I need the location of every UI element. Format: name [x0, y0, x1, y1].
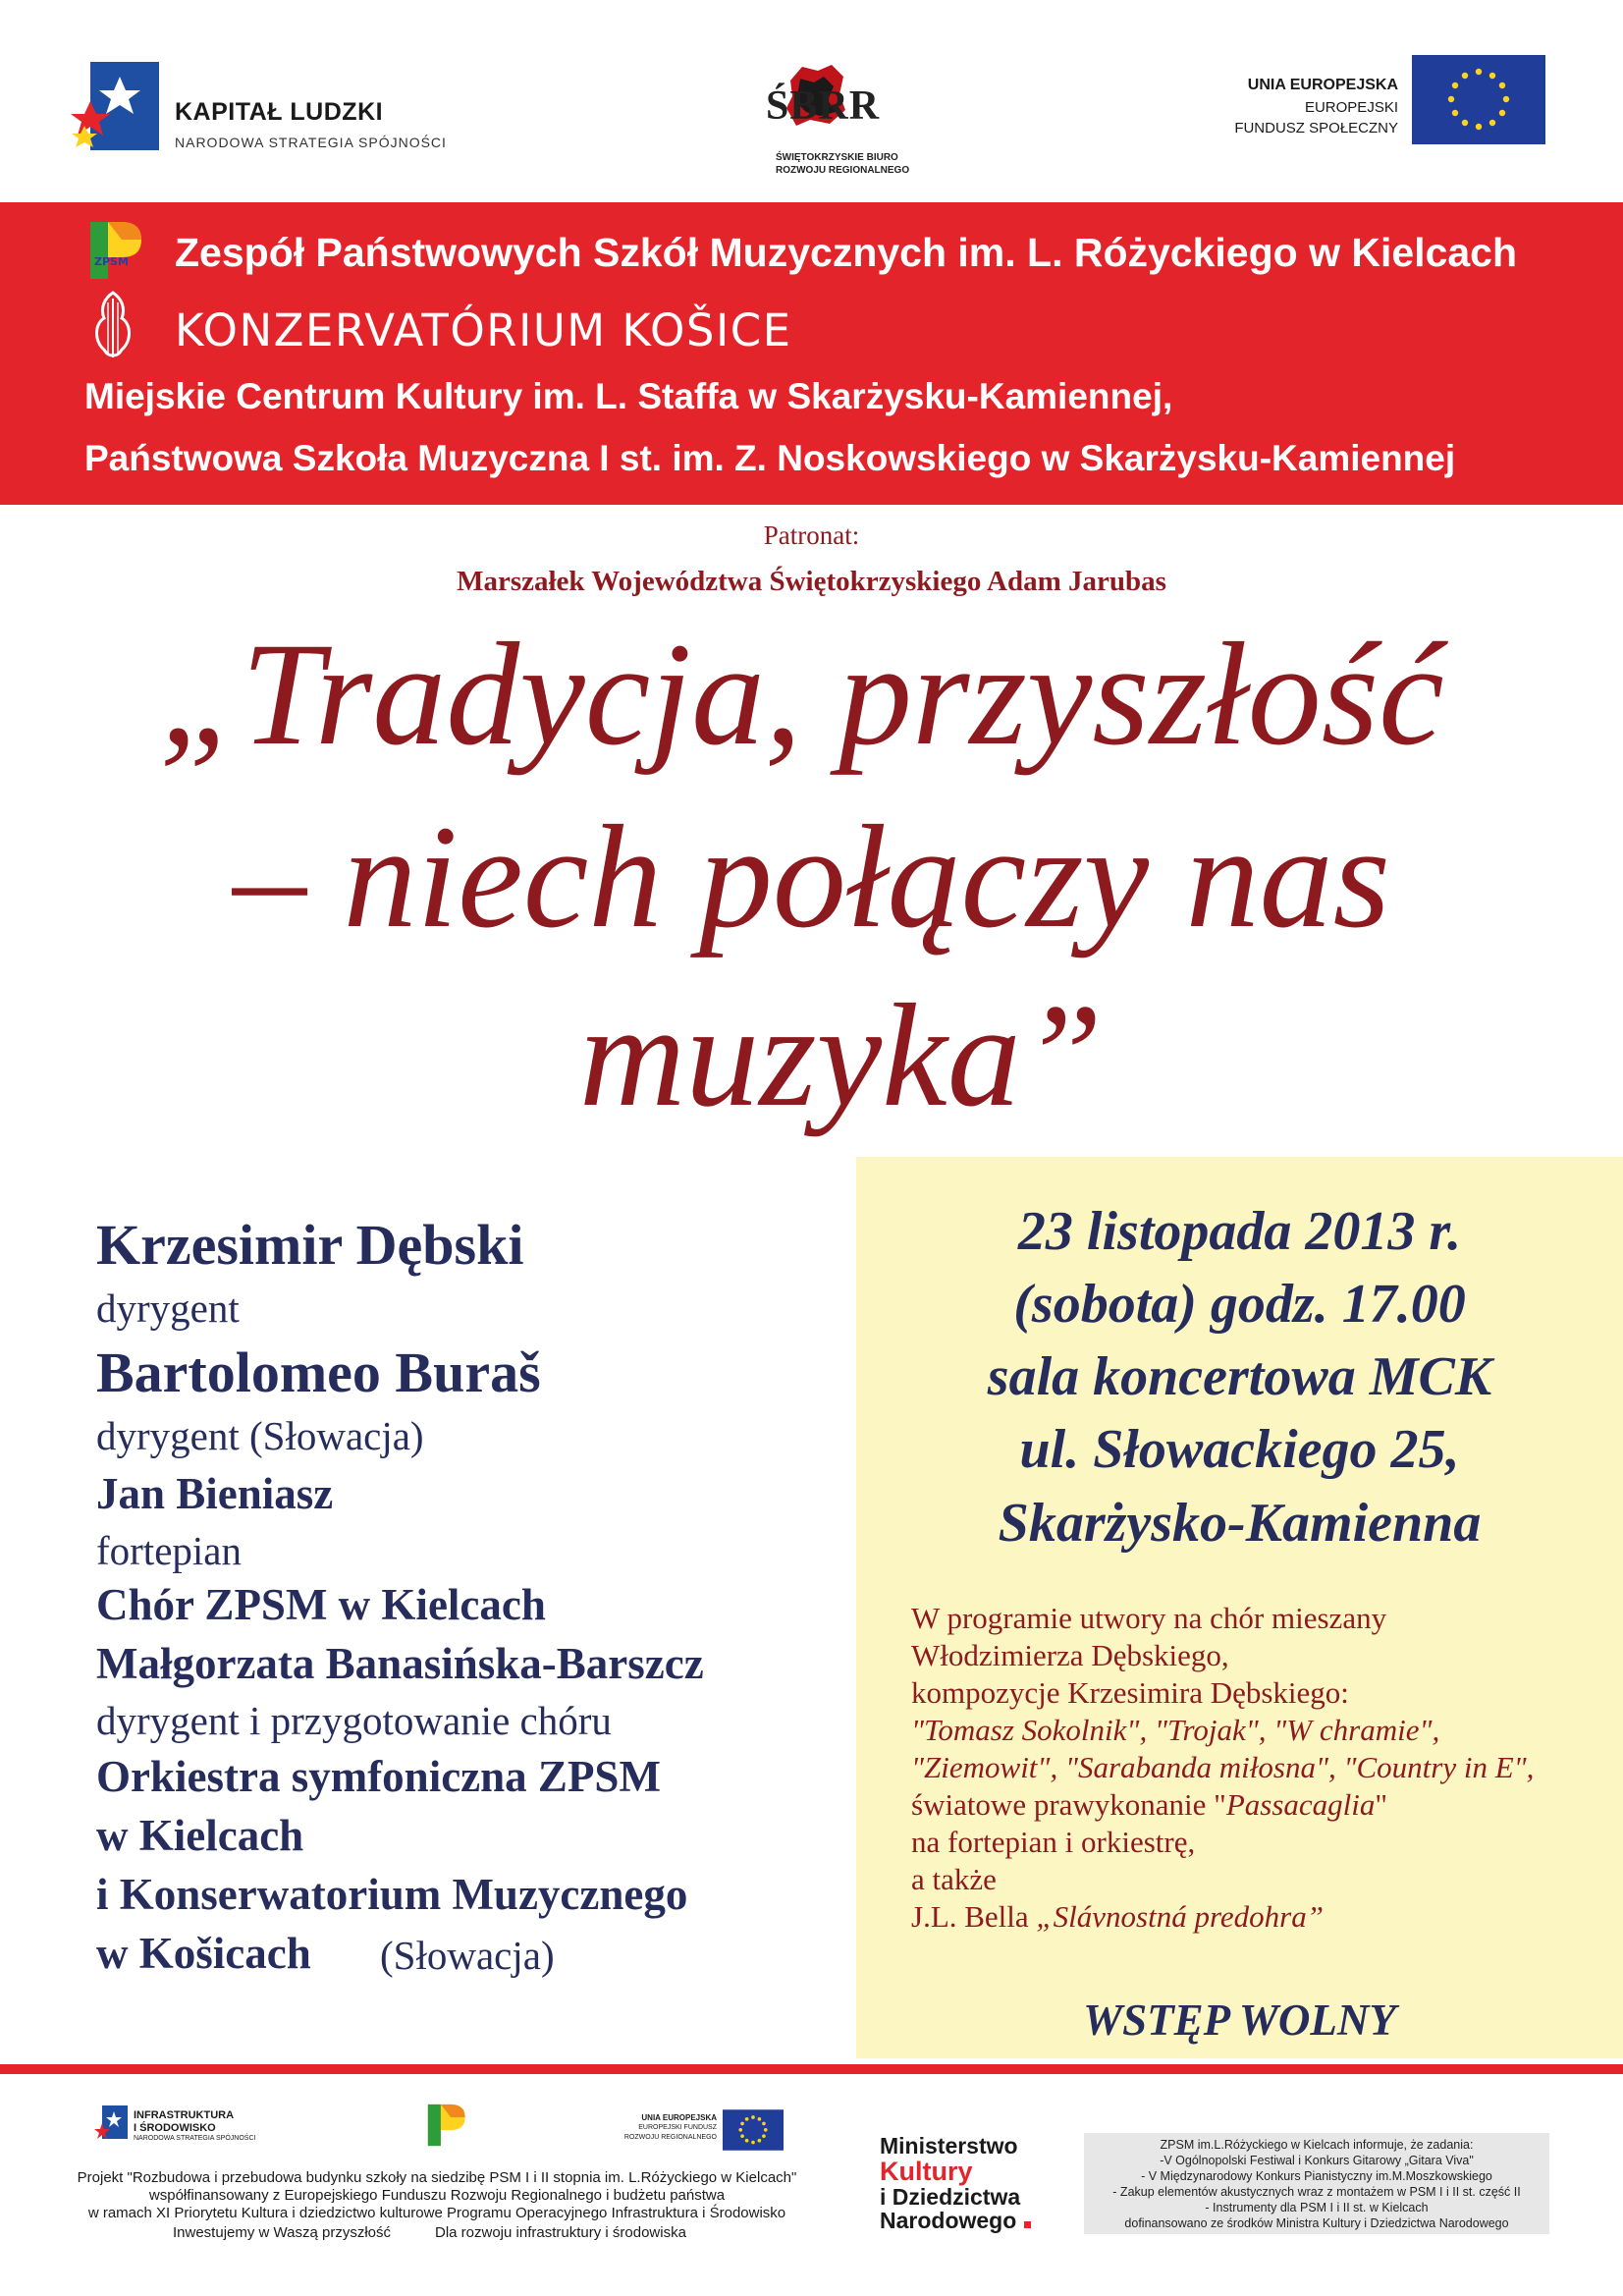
programme-line-4: "Tomasz Sokolnik", "Trojak", "W chramie", — [911, 1713, 1440, 1747]
performer-banasinska: Małgorzata Banasińska-Barszcz — [96, 1639, 704, 1688]
event-venue: sala koncertowa MCK — [987, 1346, 1492, 1407]
performer-buras: Bartolomeo Buraš — [96, 1340, 541, 1404]
programme-passacaglia: Passacaglia — [1225, 1787, 1376, 1822]
performer-debski-role: dyrygent — [96, 1285, 240, 1331]
infra-title-1: INFRASTRUKTURA — [134, 2109, 235, 2121]
free-entry-notice: WSTĘP WOLNY — [1083, 1995, 1396, 2045]
sbrr-logo-text: ŚBRR — [766, 83, 881, 129]
eu-label-3: FUNDUSZ SPOŁECZNY — [1234, 120, 1398, 137]
project-slogan-2: Dla rozwoju infrastruktury i środowiska — [435, 2224, 686, 2241]
zpsm-small-logo-icon — [422, 2102, 469, 2149]
ministry-line-3: i Dziedzictwa — [880, 2184, 1021, 2210]
zpsm-logo-text: ZPSM — [94, 255, 129, 268]
concert-title-line-1: „Tradycja, przyszłość — [159, 613, 1444, 776]
programme-line-3: kompozycje Krzesimira Dębskiego: — [911, 1675, 1349, 1710]
project-slogan-1: Inwestujemy w Waszą przyszłość — [173, 2224, 391, 2241]
organizer-konservatorium: KONZERVATÓRIUM KOŠICE — [175, 304, 792, 356]
programme-bella: J.L. Bella — [911, 1899, 1037, 1934]
sbrr-subtitle-1: ŚWIĘTOKRZYSKIE BIURO — [776, 152, 898, 163]
concert-title-line-2: – niech połączy nas — [233, 795, 1390, 958]
programme-line-6 — [911, 1787, 1387, 1823]
kapital-ludzki-subtitle: NARODOWA STRATEGIA SPÓJNOŚCI — [175, 135, 447, 150]
infra-subtitle: NARODOWA STRATEGIA SPÓJNOŚCI — [134, 2135, 256, 2142]
organizer-mck: Miejskie Centrum Kultury im. L. Staffa w Skarżysku-Kamiennej, — [84, 376, 1173, 416]
project-line-2: współfinansowany z Europejskiego Funduszu Rozwoju Regionalnego i budżetu państwa — [148, 2187, 726, 2204]
performer-orchestra-3: i Konserwatorium Muzycznego — [96, 1870, 688, 1919]
eu-small-flag-icon — [723, 2109, 784, 2151]
ministry-line-4: Narodowego — [880, 2208, 1017, 2233]
funding-line-6: dofinansowano ze środków Ministra Kultury i Dziedzictwa Narodowego — [1124, 2216, 1509, 2230]
programme-line-7: na fortepian i orkiestrę, — [911, 1825, 1196, 1859]
infra-title-2: I ŚRODOWISKO — [134, 2122, 216, 2134]
performer-bieniasz-role: fortepian — [96, 1528, 242, 1573]
kapital-ludzki-logo-icon — [69, 57, 167, 155]
project-line-3: w ramach XI Priorytetu Kultura i dziedzictwo kulturowe Programu Operacyjnego Infrastruktura i Środowisko — [87, 2205, 786, 2221]
performer-bieniasz: Jan Bieniasz — [96, 1469, 334, 1518]
event-city: Skarżysko-Kamienna — [998, 1493, 1482, 1554]
funding-line-3: - V Międzynarodowy Konkurs Pianistyczny im.M.Moszkowskiego — [1141, 2169, 1492, 2183]
performer-orchestra-2: w Kielcach — [96, 1811, 304, 1860]
programme-line-9 — [911, 1899, 1324, 1935]
performer-orchestra-1: Orkiestra symfoniczna ZPSM — [96, 1752, 661, 1801]
organizer-zpsm: Zespół Państwowych Szkół Muzycznych im. L. Różyckiego w Kielcach — [175, 230, 1518, 275]
conservatory-violin-icon — [86, 289, 139, 367]
ministry-red-dot — [1024, 2221, 1031, 2228]
sbrr-subtitle-2: ROZWOJU REGIONALNEGO — [776, 165, 910, 176]
infrastruktura-logo-icon — [94, 2104, 130, 2143]
project-line-1: Projekt "Rozbudowa i przebudowa budynku szkoły na siedzibę PSM I i II stopnia im. L.Różyckiego w Kielcach" — [77, 2169, 797, 2186]
programme-line-1: W programie utwory na chór mieszany — [911, 1601, 1387, 1635]
eu-small-label-2: EUROPEJSKI FUNDUSZ — [638, 2124, 717, 2131]
event-street: ul. Słowackiego 25, — [1019, 1419, 1460, 1480]
funding-line-2: -V Ogólnopolski Festiwal i Konkurs Gitarowy „Gitara Viva" — [1160, 2154, 1474, 2167]
eu-label-2: EUROPEJSKI — [1304, 99, 1398, 116]
ministry-line-1: Ministerstwo — [880, 2133, 1018, 2159]
patronage-name: Marszałek Województwa Świętokrzyskiego Adam Jarubas — [457, 566, 1166, 597]
event-date: 23 listopada 2013 r. — [1017, 1201, 1462, 1262]
funding-line-4: - Zakup elementów akustycznych wraz z montażem w PSM I i II st. część II — [1112, 2185, 1521, 2199]
event-day-time: (sobota) godz. 17.00 — [1013, 1274, 1466, 1335]
performer-buras-role: dyrygent (Słowacja) — [96, 1413, 424, 1458]
eu-small-label-3: ROZWOJU REGIONALNEGO — [623, 2134, 717, 2141]
organizer-psm: Państwowa Szkoła Muzyczna I st. im. Z. Noskowskiego w Skarżysku-Kamiennej — [84, 438, 1456, 478]
programme-line-2: Włodzimierza Dębskiego, — [911, 1638, 1229, 1672]
funding-line-1: ZPSM im.L.Różyckiego w Kielcach informuje, że zadania: — [1160, 2138, 1474, 2152]
performer-choir: Chór ZPSM w Kielcach — [96, 1580, 546, 1629]
kapital-ludzki-title: KAPITAŁ LUDZKI — [175, 98, 384, 126]
programme-premiere-suffix: " — [1375, 1787, 1388, 1822]
performer-orchestra-4: w Košicach — [96, 1929, 311, 1978]
funding-line-5: - Instrumenty dla PSM I i II st. w Kielcach — [1205, 2201, 1429, 2214]
eu-small-label-1: UNIA EUROPEJSKA — [641, 2113, 717, 2122]
zpsm-logo-icon — [82, 218, 147, 283]
ministry-line-2: Kultury — [880, 2157, 973, 2186]
concert-title-line-3: muzyka” — [578, 974, 1104, 1137]
programme-line-5: "Ziemowit", "Sarabanda miłosna", "Country in E", — [911, 1750, 1535, 1784]
eu-label-1: UNIA EUROPEJSKA — [1247, 77, 1398, 93]
programme-slavnostna: „Slávnostná predohra” — [1036, 1899, 1324, 1934]
performer-banasinska-role: dyrygent i przygotowanie chóru — [96, 1698, 612, 1743]
programme-line-8: a także — [911, 1862, 997, 1896]
performer-debski: Krzesimir Dębski — [96, 1213, 524, 1277]
programme-premiere-prefix: światowe prawykonanie " — [911, 1787, 1226, 1822]
eu-flag-icon — [1412, 55, 1545, 144]
footer-divider — [0, 2064, 1623, 2074]
patronage-label: Patronat: — [763, 520, 860, 550]
performer-orchestra-country: (Słowacja) — [380, 1933, 555, 1978]
